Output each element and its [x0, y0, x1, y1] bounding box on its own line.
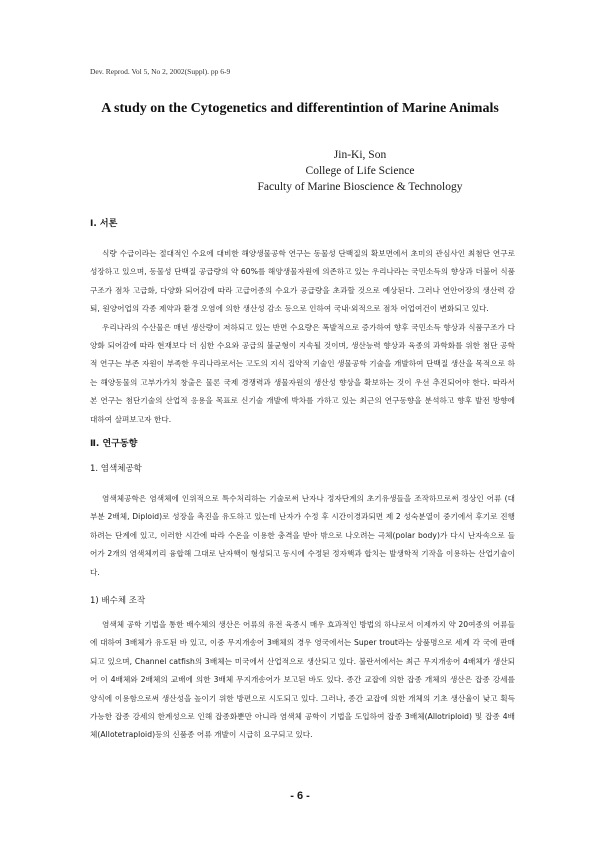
- paper-title: A study on the Cytogenetics and differentintion of Marine Animals: [101, 101, 499, 116]
- author-block: [140, 147, 580, 195]
- subsection-heading-polyploid: 1) 배수체 조작: [90, 596, 146, 606]
- section-heading-research-trends: Ⅱ. 연구동향: [90, 439, 138, 449]
- author-affiliation-college: College of Life Science: [305, 165, 415, 177]
- polyploid-body: [90, 616, 515, 745]
- journal-reference: Dev. Reprod. Vol 5, No 2, 2002(Suppl). pp 6-9: [90, 67, 231, 76]
- subsection-heading-chromosome-engineering: 1. 염색체공학: [90, 464, 142, 474]
- page-number: - 6 -: [290, 790, 310, 802]
- author-name: Jin-Ki, Son: [333, 149, 387, 161]
- chromosome-engineering-paragraph: 염색체공학은 염색체에 인위적으로 특수처리하는 기술로써 난자나 정자단계의 초기유생들을 조작하므로써 정상인 어류 (대부분 2배체, Diploid)로 성장을 촉진을 유도하고 있는데 난자가 수정 후 시간이경과되면 제 2 성숙분열이 중기에서 후기로 진행하려는 단계에 있고, 이러한 시간에 따라 수온을 이용한 충격을 받아 밖으로 나오려는 극체(polar body)가 다시 난자속으로 들어가 2개의 염색체끼리 융합해 그대로 난자핵이 형성되고 동시에 수정된 정자핵과 합치는 발생학적 기작을 이용하는 산업기술이다.: [90, 494, 515, 577]
- introduction-body: [90, 245, 515, 429]
- chromosome-engineering-body: [90, 490, 515, 582]
- introduction-paragraph-1: 식량 수급이라는 절대적인 수요에 대비한 해양생물공학 연구는 동물성 단백질의 확보면에서 초미의 관심사인 최첨단 연구로 성장하고 있으며, 동물성 단백질 공급량의 약 60%를 해양생물자원에 의존하고 있는 우리나라는 국민소득의 향상과 더불어 식품구조가 점차 고급화, 다양화 되어감에 따라 고급어종의 수요가 공급량을 초과할 것으로 예상된다. 그러나 연안어장의 생산력 감퇴, 원양어업의 각종 제약과 환경 오염에 의한 생산성 감소 등으로 인하여 국내·외적으로 점차 어업여건이 변화되고 있다.: [90, 249, 515, 314]
- section-heading-introduction: Ⅰ. 서론: [90, 219, 118, 229]
- author-affiliation-faculty: Faculty of Marine Bioscience & Technology: [257, 181, 463, 193]
- polyploid-paragraph: 염색체 공학 기법을 통한 배수체의 생산은 어류의 유전 육종시 매우 효과적인 방법의 하나로서 이제까지 약 20여종의 어류들에 대하여 3배체가 유도된 바 있고, 이중 무지개송어 3배체의 경우 영국에서는 Super trout라는 상품명으로 세계 각 국에 판매되고 있으며, Channel catfish의 3배체는 미국에서 산업적으로 생산되고 있다. 불란서에서는 최근 무지개송어 4배체가 생산되어 이 4배체와 2배체의 교배에 의한 3배체 무지개송어가 보고된 바도 있다. 종간 교잡에 의한 잡종 개체의 생산은 잡종 강세를 양식에 이용함으로써 생산성을 높이기 위한 방편으로 시도되고 있다. 그러나, 종간 교잡에 의한 개체의 기초 생산율이 낮고 획득 가능한 잡종 강세의 한계성으로 인해 잡종화뿐만 아니라 염색체 공학이 기법을 도입하여 잡종 3배체(Allotriploid) 및 잡종 4배체(Allotetraploid)등의 신품종 어류 개발이 시급히 요구되고 있다.: [90, 620, 515, 740]
- introduction-paragraph-2: 우리나라의 수산물은 매년 생산량이 저하되고 있는 반면 수요량은 폭발적으로 증가하여 향후 국민소득 향상과 식품구조가 다양화 되어감에 따라 현재보다 더 심한 수요와 공급의 불균형이 지속될 것이며, 생산능력 향상과 육종의 과학화를 위한 첨단 공학적 연구는 부존 자원이 부족한 우리나라로서는 고도의 지식 집약적 기술인 생물공학 기술을 개발하여 단백질 생산을 목적으로 하는 해양동물의 고부가가치 창출은 물론 국제 경쟁력과 생물자원의 생산성 향상을 확보하는 것이 우선 추진되어야 한다. 따라서 본 연구는 첨단기술의 산업적 응용을 목표로 신기술 개발에 박차를 가하고 있는 최근의 연구동향을 분석하고 향후 발전 방향에 대하여 살펴보고자 한다.: [90, 322, 515, 424]
